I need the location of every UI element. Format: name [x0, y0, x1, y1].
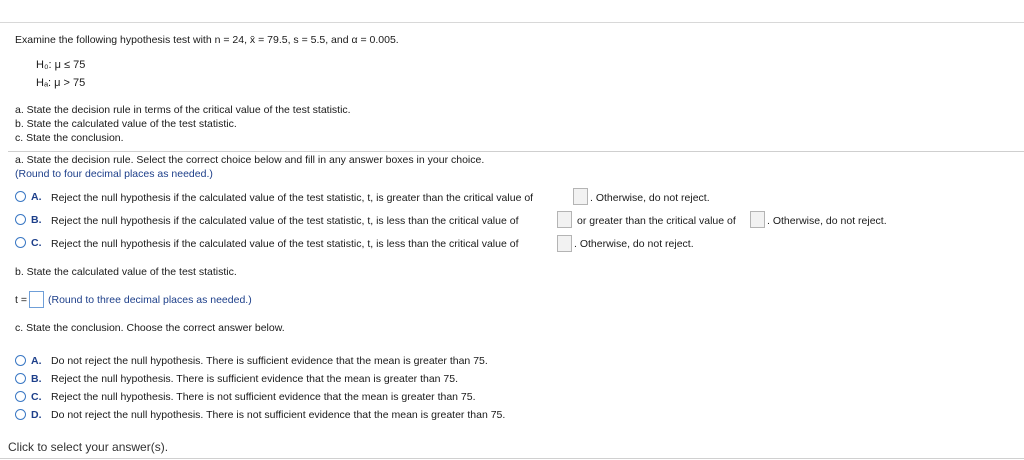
part-a-option-c-letter: C.	[31, 237, 42, 249]
critical-value-input-b-lower[interactable]	[557, 211, 572, 228]
null-hypothesis: H₀: μ ≤ 75	[36, 59, 86, 71]
part-c-instruction: c. State the conclusion. Choose the correct answer below.	[15, 322, 285, 334]
part-b-instruction: b. State the calculated value of the test statistic.	[15, 266, 237, 278]
part-a-instruction: a. State the decision rule. Select the correct choice below and fill in any answer boxes in your choice.	[15, 154, 485, 166]
part-a-hint: (Round to four decimal places as needed.)	[15, 168, 213, 180]
section-divider	[8, 151, 1024, 152]
part-a-option-c-radio[interactable]	[15, 237, 26, 248]
part-a-option-c-after: . Otherwise, do not reject.	[574, 238, 694, 250]
part-c-option-b-radio[interactable]	[15, 373, 26, 384]
part-c-option-c-letter: C.	[31, 391, 42, 403]
part-c-option-a-radio[interactable]	[15, 355, 26, 366]
task-c: c. State the conclusion.	[15, 132, 124, 144]
part-a-option-a-after: . Otherwise, do not reject.	[590, 192, 710, 204]
task-b: b. State the calculated value of the test statistic.	[15, 118, 237, 130]
part-c-option-b-letter: B.	[31, 373, 42, 385]
part-a-option-a-letter: A.	[31, 191, 42, 203]
critical-value-input-b-upper[interactable]	[750, 211, 765, 228]
part-a-option-c-text[interactable]: Reject the null hypothesis if the calculated value of the test statistic, t, is less than the critical value of	[51, 238, 519, 250]
part-c-option-d-letter: D.	[31, 409, 42, 421]
part-a-option-a-radio[interactable]	[15, 191, 26, 202]
part-c-option-c-text[interactable]: Reject the null hypothesis. There is not sufficient evidence that the mean is greater than 75.	[51, 391, 476, 403]
part-b-hint: (Round to three decimal places as needed.)	[48, 294, 252, 306]
part-c-option-c-radio[interactable]	[15, 391, 26, 402]
part-c-option-d-radio[interactable]	[15, 409, 26, 420]
part-a-option-b-middle: or greater than the critical value of	[577, 215, 736, 227]
part-a-option-b-radio[interactable]	[15, 214, 26, 225]
t-label: t =	[15, 294, 27, 306]
part-a-option-b-letter: B.	[31, 214, 42, 226]
part-a-option-b-after: . Otherwise, do not reject.	[767, 215, 887, 227]
part-c-option-a-text[interactable]: Do not reject the null hypothesis. There is sufficient evidence that the mean is greater than 75.	[51, 355, 488, 367]
critical-value-input-a[interactable]	[573, 188, 588, 205]
problem-prompt: Examine the following hypothesis test with n = 24, x̄ = 79.5, s = 5.5, and α = 0.005.	[15, 34, 399, 46]
footer-instruction: Click to select your answer(s).	[8, 440, 169, 454]
part-c-option-b-text[interactable]: Reject the null hypothesis. There is sufficient evidence that the mean is greater than 75.	[51, 373, 459, 385]
part-c-option-a-letter: A.	[31, 355, 42, 367]
part-a-option-b-text[interactable]: Reject the null hypothesis if the calculated value of the test statistic, t, is less than the critical value of	[51, 215, 519, 227]
bottom-divider	[0, 458, 1024, 459]
part-a-option-a-text[interactable]: Reject the null hypothesis if the calculated value of the test statistic, t, is greater than the critical value of	[51, 192, 534, 204]
critical-value-input-c[interactable]	[557, 235, 572, 252]
alternative-hypothesis: Hₐ: μ > 75	[36, 77, 86, 89]
t-statistic-input[interactable]	[29, 291, 44, 308]
top-divider	[0, 22, 1024, 23]
task-a: a. State the decision rule in terms of the critical value of the test statistic.	[15, 104, 351, 116]
part-c-option-d-text[interactable]: Do not reject the null hypothesis. There is not sufficient evidence that the mean is greater than 75.	[51, 409, 506, 421]
